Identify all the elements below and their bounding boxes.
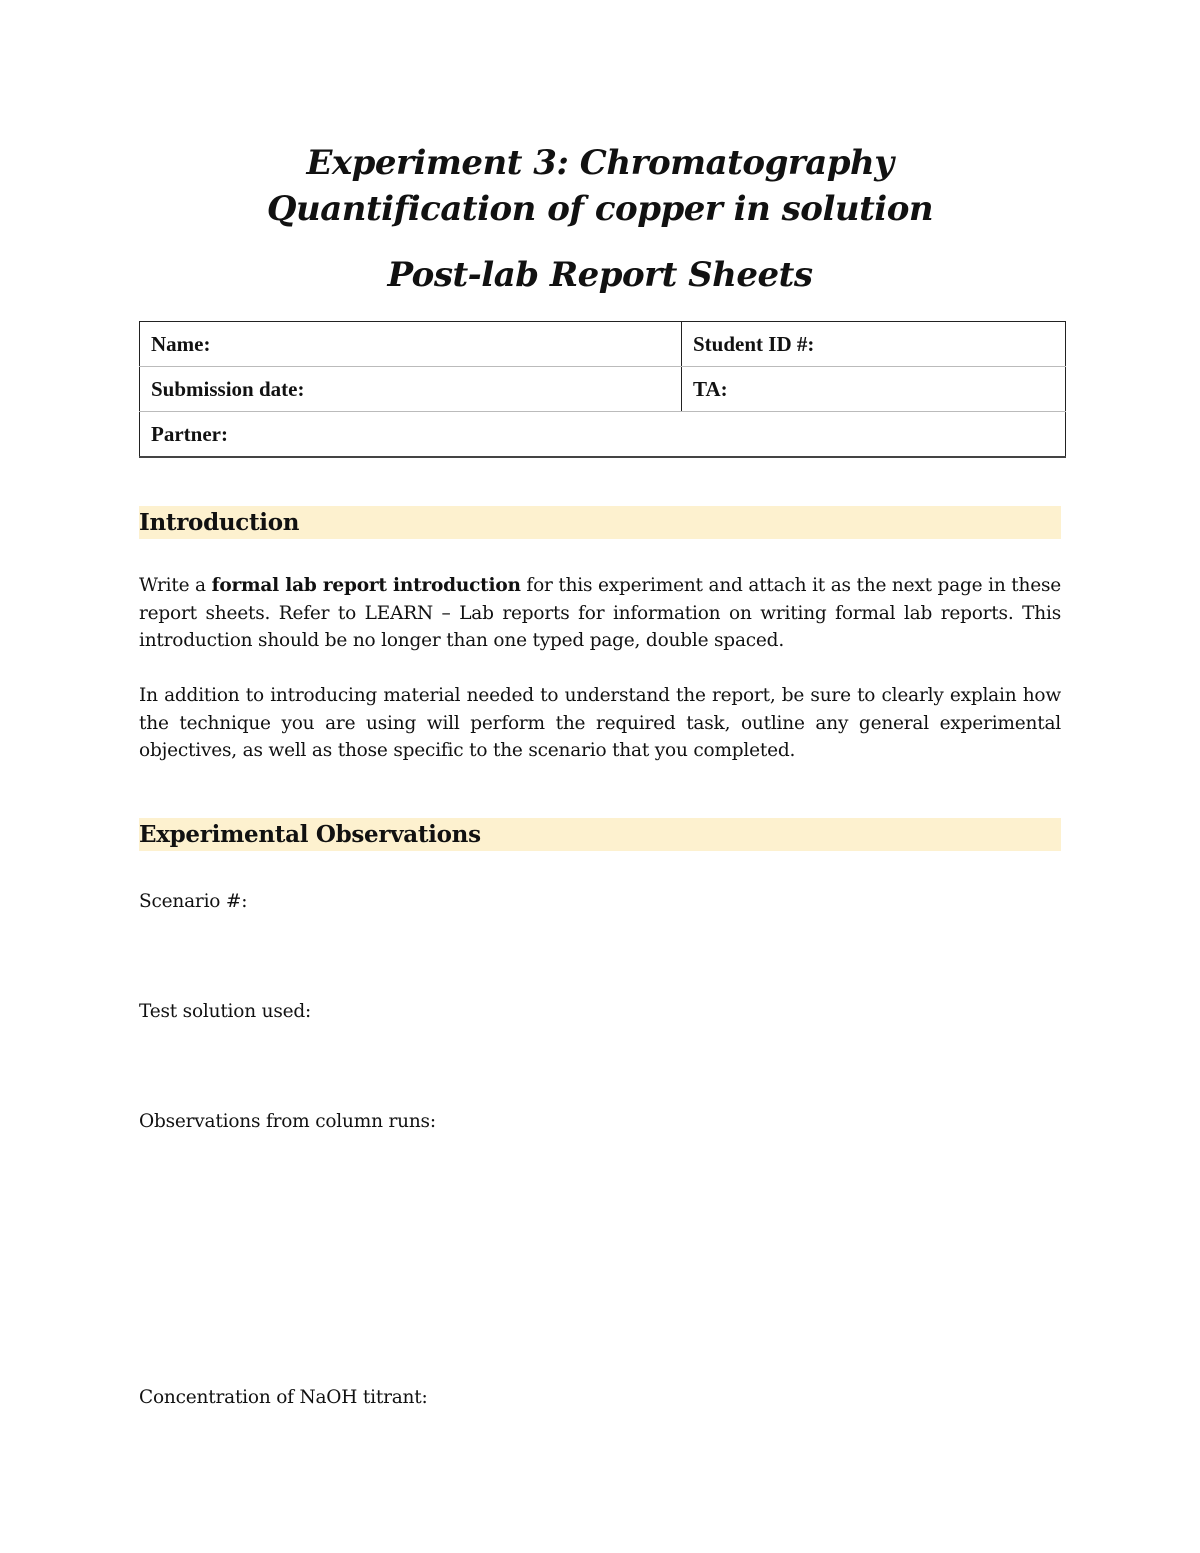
observations-heading: Experimental Observations <box>139 818 1061 851</box>
submission-date-cell[interactable]: Submission date: <box>140 367 682 412</box>
introduction-paragraph-1 <box>139 572 1061 655</box>
table-row <box>140 412 1066 458</box>
scenario-label: Scenario #: <box>139 891 248 912</box>
introduction-heading: Introduction <box>139 506 1061 539</box>
intro-text-rest: for this experiment and attach it as the next page in these report sheets. Refer to LEARN – Lab reports for information on writing formal lab reports. This introduction should be no longer than one typed page, double spaced. <box>139 575 1061 651</box>
title-block <box>0 140 1200 232</box>
experiment-subtitle: Quantification of copper in solution <box>266 189 934 229</box>
naoh-concentration-label: Concentration of NaOH titrant: <box>139 1387 428 1408</box>
experiment-title: Experiment 3: Chromatography <box>306 143 894 183</box>
student-id-cell[interactable]: Student ID #: <box>682 322 1066 367</box>
introduction-paragraph-2: In addition to introducing material needed to understand the report, be sure to clearly explain how the technique you are using will perform the required task, outline any general experimental objectives, as well as those specific to the scenario that you completed. <box>139 685 1061 761</box>
student-info-table <box>139 321 1066 458</box>
table-row <box>140 322 1066 367</box>
partner-cell[interactable]: Partner: <box>140 412 1066 458</box>
name-cell[interactable]: Name: <box>140 322 682 367</box>
table-row <box>140 367 1066 412</box>
report-sheets-title: Post-lab Report Sheets <box>387 255 813 295</box>
intro-text-bold: formal lab report introduction <box>211 575 521 596</box>
column-runs-label: Observations from column runs: <box>139 1111 436 1132</box>
test-solution-label: Test solution used: <box>139 1001 312 1022</box>
ta-cell[interactable]: TA: <box>682 367 1066 412</box>
intro-text-prefix: Write a <box>139 575 212 596</box>
